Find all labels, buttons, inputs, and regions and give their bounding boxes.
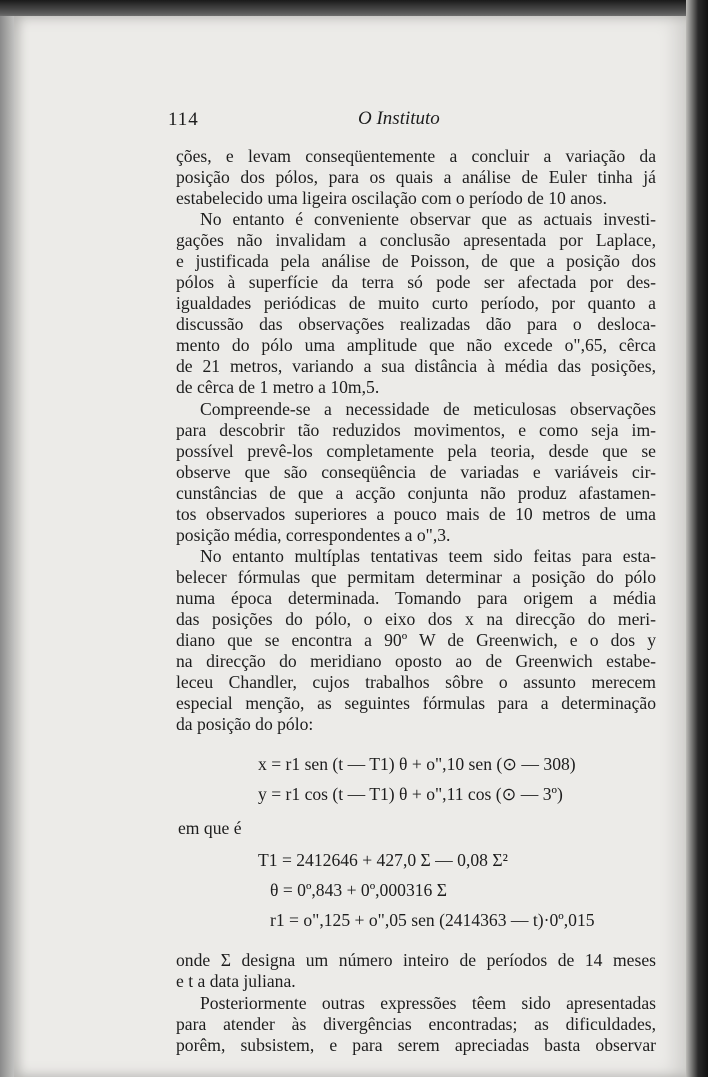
text-line: pólos à superfície da terra só pode ser afectada por des- — [176, 272, 656, 292]
text-line: na direcção do meridiano oposto ao de Greenwich estabe- — [176, 651, 656, 671]
text-line: de cêrca de 1 metro a 10m,5. — [176, 377, 380, 397]
formula-theta: θ = 0º,843 + 0º,000316 Σ — [270, 880, 447, 900]
text-line: Posteriormente outras expressões têem sido apresentadas — [200, 993, 656, 1013]
text-line: e justificada pela análise de Poisson, de que a posição dos — [176, 251, 656, 271]
text-line: belecer fórmulas que permitam determinar a posição do pólo — [176, 567, 656, 587]
text-line: Compreende-se a necessidade de meticulosas observações — [200, 399, 656, 419]
running-title: O Instituto — [358, 108, 440, 129]
formula-t1: T1 = 2412646 + 427,0 Σ — 0,08 Σ² — [258, 850, 508, 870]
text-line: para descobrir tão reduzidos movimentos, e como seja im- — [176, 420, 656, 440]
text-line: posição dos pólos, para os quais a análise de Euler tinha já — [176, 167, 656, 187]
text-line: porêm, subsistem, e para serem apreciadas basta observar — [176, 1035, 656, 1055]
text-line: discussão das observações realizadas dão para o desloca- — [176, 314, 656, 334]
formula-x: x = r1 sen (t — T1) θ + o",10 sen (⊙ — 308) — [258, 754, 576, 774]
formula-y: y = r1 cos (t — T1) θ + o",11 cos (⊙ — 3º) — [258, 784, 563, 804]
text-line: para atender às divergências encontradas; as dificuldades, — [176, 1014, 656, 1034]
text-line: gações não invalidam a conclusão apresentada por Laplace, — [176, 230, 656, 250]
text-line: No entanto multíplas tentativas teem sido feitas para esta- — [200, 546, 656, 566]
text-line: ções, e levam conseqüentemente a concluir a variação da — [176, 146, 656, 166]
formula-r1: r1 = o",125 + o",05 sen (2414363 — t)·0º,015 — [270, 910, 595, 930]
text-line: de 21 metros, variando a sua distância à média das posições, — [176, 356, 656, 376]
em-que-label: em que é — [178, 818, 242, 838]
text-line: estabelecido uma ligeira oscilação com o período de 10 anos. — [176, 188, 607, 208]
text-line: No entanto é conveniente observar que as actuais investi- — [200, 209, 656, 229]
text-line: posição média, correspondentes a o",3. — [176, 525, 451, 545]
text-line: especial menção, as seguintes fórmulas para a determinação — [176, 693, 656, 713]
text-line: e t a data juliana. — [176, 971, 296, 991]
text-line: numa época determinada. Tomando para origem a média — [176, 588, 656, 608]
book-edge-right — [686, 0, 708, 1077]
text-line: igualdades periódicas de muito curto período, por quanto a — [176, 293, 656, 313]
page-number: 114 — [168, 109, 199, 130]
text-line: cunstâncias de que a acção conjunta não produz afastamen- — [176, 483, 656, 503]
text-line: mento do pólo uma amplitude que não excede o",65, cêrca — [176, 335, 656, 355]
text-line: tos observados superiores a pouco mais de 10 metros de uma — [176, 504, 656, 524]
text-line: das posições do pólo, o eixo dos x na direcção do meri- — [176, 609, 656, 629]
text-line: diano que se encontra a 90º W de Greenwich, e o dos y — [176, 630, 656, 650]
text-line: onde Σ designa um número inteiro de períodos de 14 meses — [176, 950, 656, 970]
text-line: possível prevê-los completamente pela teoria, desde que se — [176, 441, 656, 461]
text-line: observe que são conseqüência de variadas e variáveis cir- — [176, 462, 656, 482]
text-line: da posição do pólo: — [176, 714, 314, 734]
text-line: leceu Chandler, cujos trabalhos sôbre o assunto merecem — [176, 672, 656, 692]
